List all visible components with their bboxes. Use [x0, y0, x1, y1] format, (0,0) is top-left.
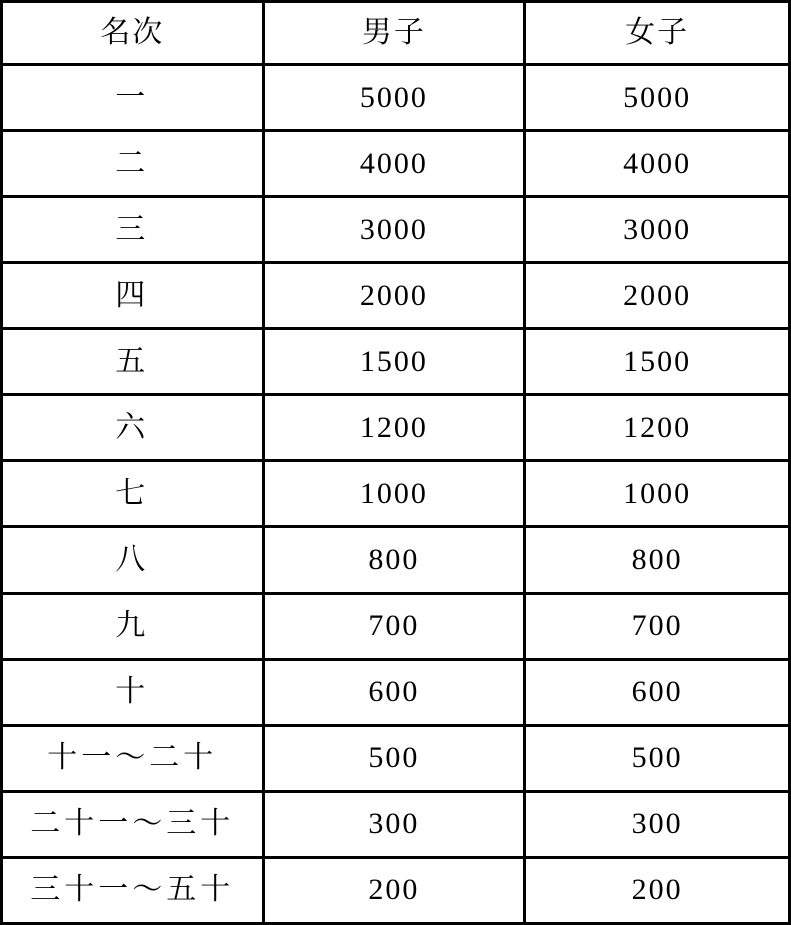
rank-label: 二十一～三十 [30, 807, 235, 841]
rank-cell [2, 791, 264, 857]
table-row [2, 659, 790, 725]
men-value-cell: 5000 [263, 65, 525, 131]
rank-label: 一 [115, 80, 150, 114]
women-value-cell: 800 [525, 527, 790, 593]
column-header-rank: 名次 [2, 2, 264, 65]
rank-label: 三十一～五十 [30, 873, 235, 907]
men-value-cell: 300 [263, 791, 525, 857]
rank-cell [2, 65, 264, 131]
rank-label: 三 [115, 212, 150, 246]
table-row [2, 263, 790, 329]
rank-label: 六 [115, 410, 150, 444]
rank-cell [2, 197, 264, 263]
men-value-cell: 500 [263, 725, 525, 791]
women-value-cell: 600 [525, 659, 790, 725]
column-header-men: 男子 [263, 2, 525, 65]
table-row [2, 395, 790, 461]
table-row [2, 791, 790, 857]
rank-label: 十一～二十 [47, 741, 218, 775]
table-row [2, 131, 790, 197]
rank-cell [2, 131, 264, 197]
rank-label: 七 [115, 476, 150, 510]
table-row [2, 461, 790, 527]
women-value-cell: 700 [525, 593, 790, 659]
rank-cell [2, 395, 264, 461]
table-body [2, 65, 790, 924]
women-value-cell: 500 [525, 725, 790, 791]
men-value-cell: 1500 [263, 329, 525, 395]
rank-label: 八 [115, 542, 150, 576]
table-row [2, 593, 790, 659]
rank-cell [2, 329, 264, 395]
rank-cell [2, 461, 264, 527]
column-header-women: 女子 [525, 2, 790, 65]
rank-cell [2, 263, 264, 329]
men-value-cell: 200 [263, 857, 525, 923]
table-row [2, 527, 790, 593]
women-value-cell: 3000 [525, 197, 790, 263]
women-value-cell: 200 [525, 857, 790, 923]
rank-label: 二 [115, 146, 150, 180]
rank-cell [2, 725, 264, 791]
men-value-cell: 700 [263, 593, 525, 659]
rank-cell [2, 527, 264, 593]
women-value-cell: 1500 [525, 329, 790, 395]
rank-cell [2, 857, 264, 923]
header-row [2, 2, 790, 65]
rank-label: 九 [115, 609, 150, 643]
table-row [2, 329, 790, 395]
women-value-cell: 5000 [525, 65, 790, 131]
table-row [2, 725, 790, 791]
women-value-cell: 1000 [525, 461, 790, 527]
table-row [2, 65, 790, 131]
women-value-cell: 2000 [525, 263, 790, 329]
women-value-cell: 1200 [525, 395, 790, 461]
men-value-cell: 2000 [263, 263, 525, 329]
rank-cell [2, 659, 264, 725]
table-row [2, 857, 790, 923]
men-value-cell: 4000 [263, 131, 525, 197]
women-value-cell: 300 [525, 791, 790, 857]
women-value-cell: 4000 [525, 131, 790, 197]
table-row [2, 197, 790, 263]
rank-label: 四 [115, 278, 150, 312]
men-value-cell: 1200 [263, 395, 525, 461]
men-value-cell: 800 [263, 527, 525, 593]
men-value-cell: 600 [263, 659, 525, 725]
men-value-cell: 3000 [263, 197, 525, 263]
rank-label: 十 [115, 675, 150, 709]
rank-cell [2, 593, 264, 659]
rank-label: 五 [115, 344, 150, 378]
men-value-cell: 1000 [263, 461, 525, 527]
